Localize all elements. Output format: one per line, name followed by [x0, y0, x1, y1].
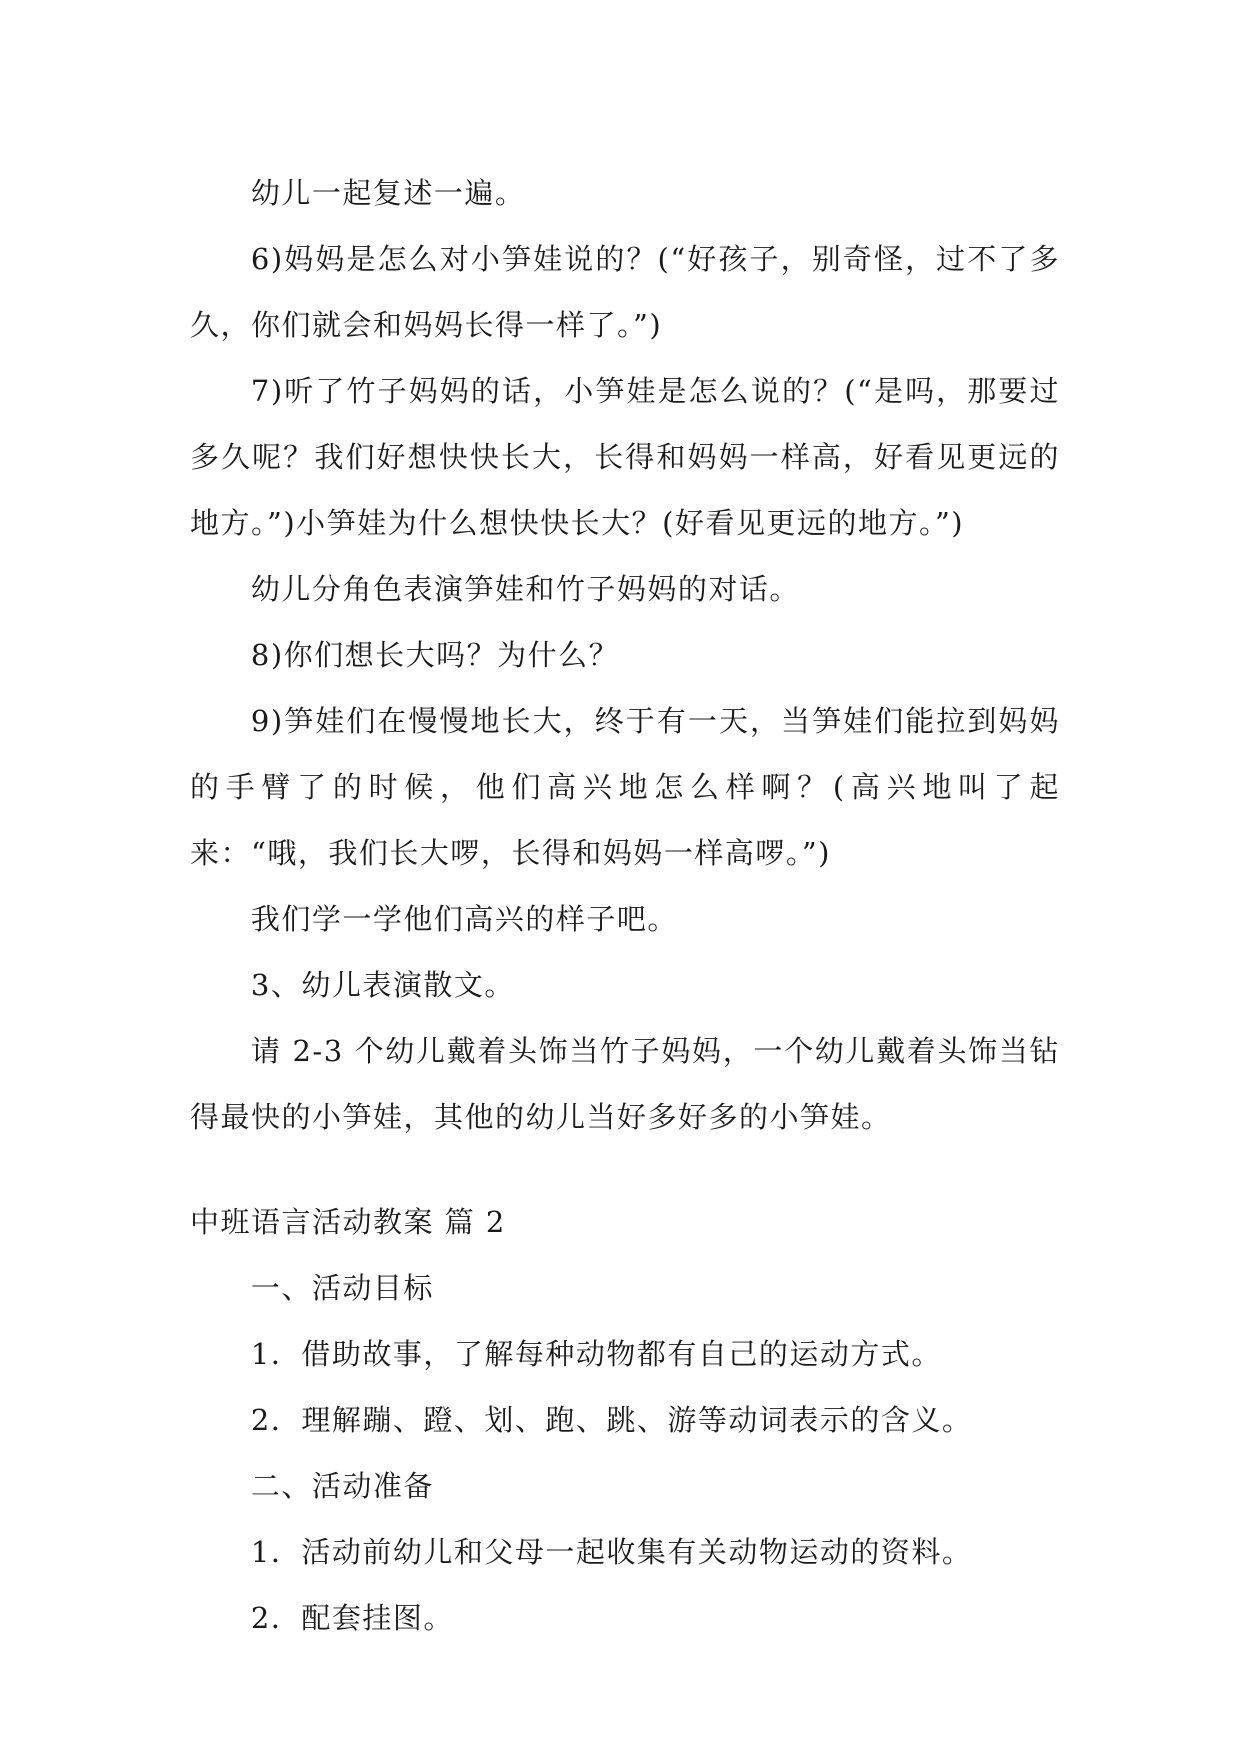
paragraph: 二、活动准备: [250, 1469, 434, 1503]
paragraph: 幼儿一起复述一遍。: [250, 176, 526, 210]
paragraph: 3、幼儿表演散文。: [250, 968, 515, 1002]
paragraph: 8)你们想长大吗？为什么？: [250, 638, 620, 672]
paragraph: 请 2-3 个幼儿戴着头饰当竹子妈妈，一个幼儿戴着头饰当钻得最快的小笋娃，其他的幼儿当好多好多的小笋娃。: [190, 1034, 1060, 1134]
paragraph: 9)笋娃们在慢慢地长大，终于有一天，当笋娃们能拉到妈妈的手臂了的时候，他们高兴地怎么样啊？(高兴地叫了起来：“哦，我们长大啰，长得和妈妈一样高啰。”): [190, 704, 1060, 870]
paragraph: 幼儿分角色表演笋娃和竹子妈妈的对话。: [250, 572, 800, 606]
section-title: 中班语言活动教案 篇 2: [190, 1205, 506, 1239]
paragraph: 2．理解蹦、蹬、划、跑、跳、游等动词表示的含义。: [250, 1403, 973, 1437]
paragraph: 一、活动目标: [250, 1271, 434, 1305]
paragraph: 我们学一学他们高兴的样子吧。: [250, 902, 678, 936]
paragraph: 1．活动前幼儿和父母一起收集有关动物运动的资料。: [250, 1535, 973, 1569]
paragraph: 6)妈妈是怎么对小笋娃说的？(“好孩子，别奇怪，过不了多久，你们就会和妈妈长得一样了。”): [190, 242, 1060, 342]
paragraph: 1．借助故事，了解每种动物都有自己的运动方式。: [250, 1337, 942, 1371]
paragraph: 7)听了竹子妈妈的话，小笋娃是怎么说的？(“是吗，那要过多久呢？我们好想快快长大，长得和妈妈一样高，好看见更远的地方。”)小笋娃为什么想快快长大？(好看见更远的地方。”): [190, 374, 1060, 540]
document-body: [190, 160, 1060, 1651]
paragraph: 2．配套挂图。: [250, 1601, 454, 1635]
